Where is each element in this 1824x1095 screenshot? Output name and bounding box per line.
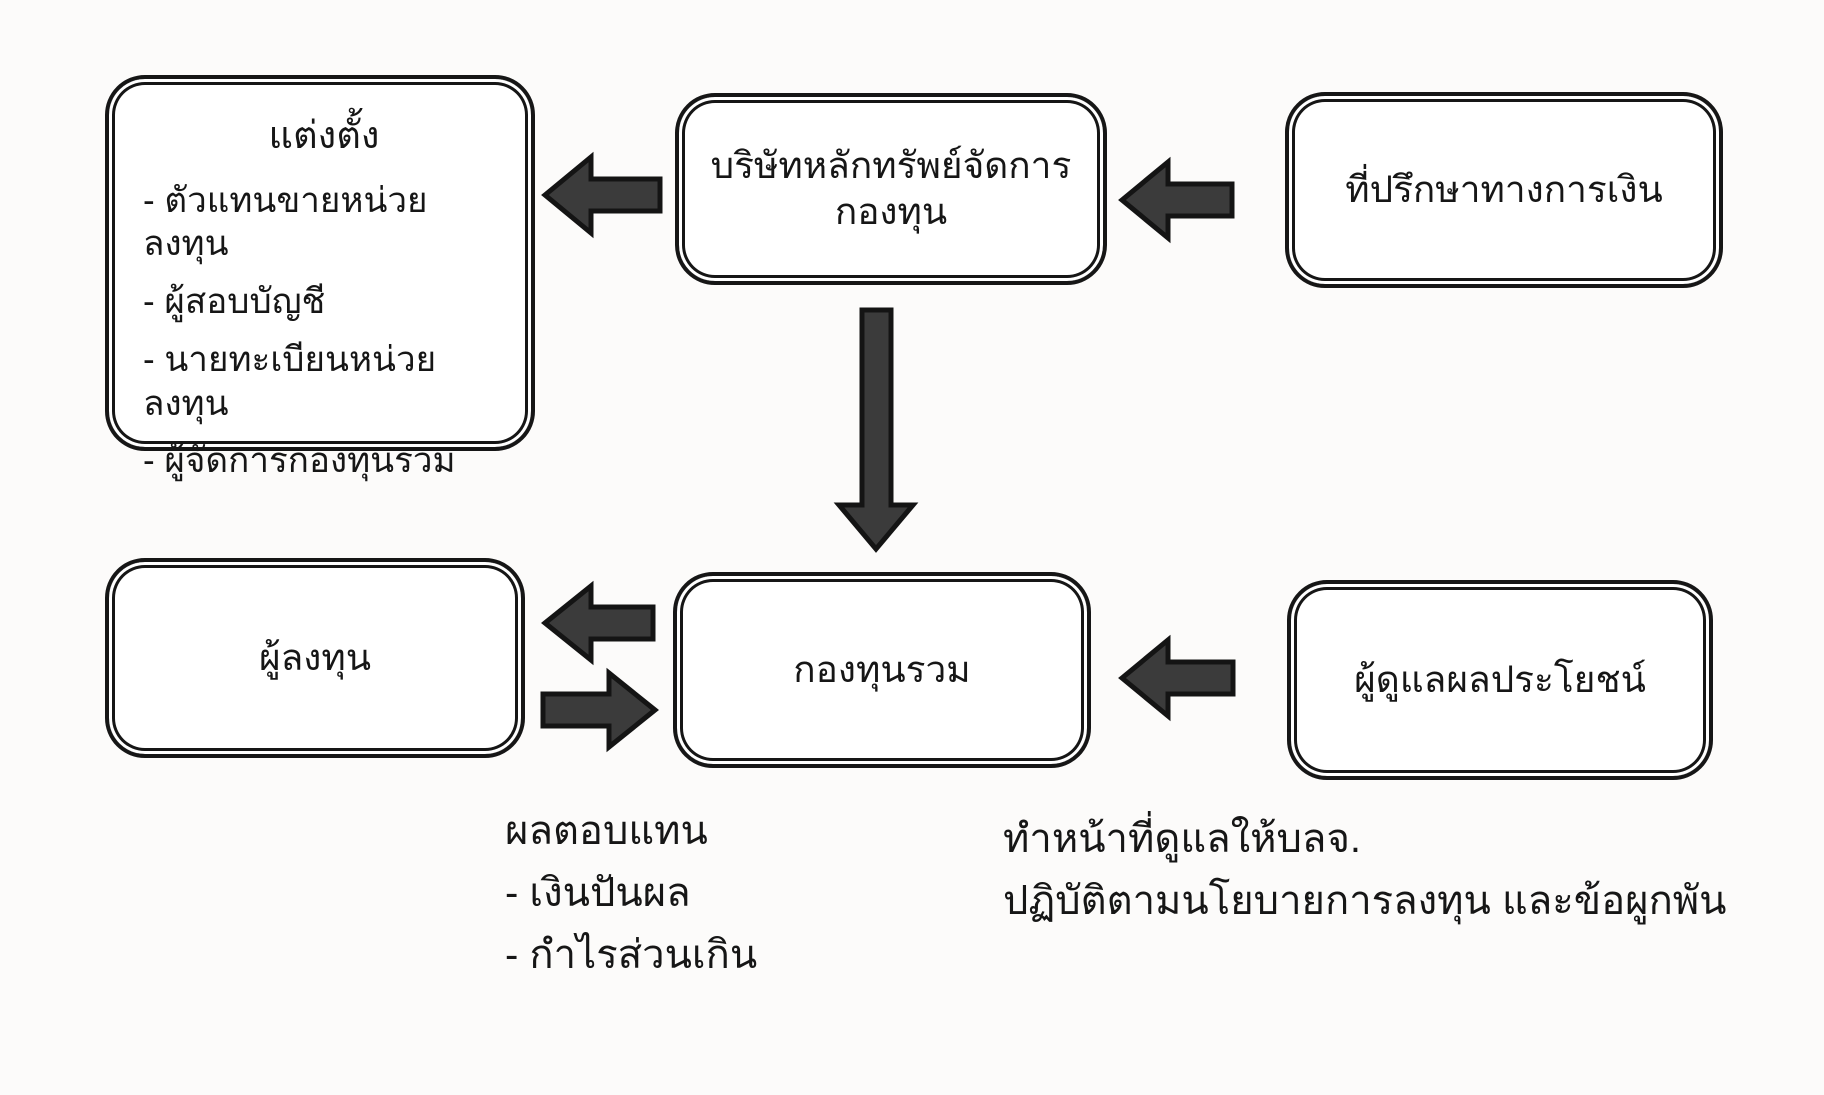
- appoint-title: แต่งตั้ง: [268, 115, 380, 157]
- investor-label: ผู้ลงทุน: [258, 636, 372, 678]
- appoint-item-sales-agent: - ตัวแทนขายหน่วยลงทุน: [143, 180, 428, 264]
- trustee-label: ผู้ดูแลผลประโยชน์: [1354, 658, 1646, 700]
- appoint-item-auditor: - ผู้สอบบัญชี: [143, 282, 326, 321]
- asset-management-company-label: บริษัทหลักทรัพย์จัดการกองทุน: [710, 144, 1072, 232]
- appoint-item-registrar: - นายทะเบียนหน่วยลงทุน: [143, 339, 437, 423]
- arrow-investor-to-fund: [543, 673, 655, 747]
- arrow-trustee-to-fund: [1122, 640, 1233, 716]
- node-trustee: [1287, 580, 1713, 780]
- financial-advisor-label: ที่ปรึกษาทางการเงิน: [1345, 168, 1663, 210]
- returns-note: [505, 800, 757, 986]
- trustee-duty-line2: ปฏิบัติตามนโยบายการลงทุน และข้อผูกพัน: [1003, 879, 1727, 923]
- appoint-list: [143, 179, 505, 484]
- returns-note-title: ผลตอบแทน: [505, 809, 708, 853]
- node-asset-management-company: [675, 93, 1107, 285]
- node-mutual-fund: [673, 572, 1091, 768]
- appoint-item-fund-manager: - ผู้จัดการกองทุนรวม: [143, 441, 456, 481]
- trustee-duty-line1: ทำหน้าที่ดูแลให้บลจ.: [1003, 817, 1361, 861]
- arrow-amc-to-appoint: [545, 157, 660, 233]
- returns-note-item-capital-gain: - กำไรส่วนเกิน: [505, 933, 758, 977]
- arrow-advisor-to-amc: [1122, 162, 1232, 238]
- node-financial-advisor: [1285, 92, 1723, 288]
- mutual-fund-label: กองทุนรวม: [793, 648, 971, 690]
- arrow-amc-to-fund: [839, 310, 913, 549]
- node-appoint: [105, 75, 535, 481]
- node-investor: [105, 558, 525, 758]
- arrow-fund-to-investor: [545, 586, 653, 660]
- trustee-duty-note: [1003, 808, 1727, 932]
- returns-note-item-dividend: - เงินปันผล: [505, 871, 691, 915]
